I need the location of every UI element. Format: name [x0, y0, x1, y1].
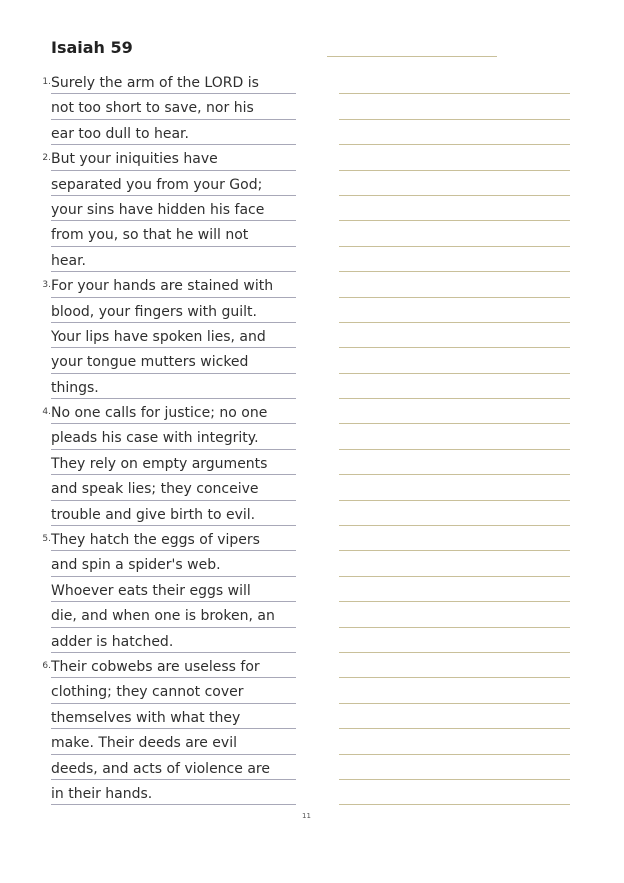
writing-line[interactable]	[339, 704, 570, 729]
writing-line[interactable]	[339, 399, 570, 424]
handwriting-practice-column	[339, 69, 570, 805]
writing-line[interactable]	[339, 602, 570, 627]
text-line	[36, 628, 296, 653]
verse-number: 6.	[42, 660, 51, 671]
writing-line[interactable]	[339, 145, 570, 170]
text-line	[36, 298, 296, 323]
text-line	[36, 171, 296, 196]
verse-text: ear too dull to hear.	[51, 125, 189, 142]
writing-line[interactable]	[339, 69, 570, 94]
writing-line[interactable]	[339, 678, 570, 703]
title-writing-line	[327, 56, 497, 57]
verse-text: They rely on empty arguments	[51, 455, 268, 472]
verse-text: die, and when one is broken, an	[51, 608, 275, 625]
verse-text: deeds, and acts of violence are	[51, 760, 270, 777]
verse-number: 3.	[42, 280, 51, 291]
text-line	[36, 348, 296, 373]
scripture-text-column	[36, 69, 296, 805]
verse-text: Surely the arm of the LORD is	[51, 75, 259, 91]
writing-line[interactable]	[339, 475, 570, 500]
text-line	[36, 374, 296, 399]
verse-text: Your lips have spoken lies, and	[51, 328, 266, 345]
writing-line[interactable]	[339, 374, 570, 399]
text-line	[36, 94, 296, 119]
verse-number: 4.	[42, 407, 51, 418]
text-line	[36, 729, 296, 754]
verse-text: your sins have hidden his face	[51, 201, 265, 218]
text-line	[36, 704, 296, 729]
verse-text: separated you from your God;	[51, 176, 263, 193]
text-line	[36, 526, 296, 551]
writing-line[interactable]	[339, 450, 570, 475]
text-underline	[51, 804, 296, 805]
text-line	[36, 221, 296, 246]
writing-line[interactable]	[339, 501, 570, 526]
writing-line[interactable]	[339, 221, 570, 246]
verse-text: themselves with what they	[51, 709, 241, 726]
writing-line[interactable]	[339, 120, 570, 145]
page-number: 11	[302, 812, 311, 820]
verse-text: in their hands.	[51, 785, 153, 802]
text-line	[36, 450, 296, 475]
verse-text: hear.	[51, 252, 86, 269]
writing-line[interactable]	[339, 171, 570, 196]
page-title: Isaiah 59	[51, 38, 133, 57]
text-line	[36, 602, 296, 627]
writing-line[interactable]	[339, 272, 570, 297]
writing-line[interactable]	[339, 247, 570, 272]
verse-text: adder is hatched.	[51, 633, 174, 650]
verse-text: They hatch the eggs of vipers	[51, 532, 260, 549]
text-line	[36, 678, 296, 703]
verse-text: clothing; they cannot cover	[51, 684, 244, 701]
text-line	[36, 501, 296, 526]
verse-text: make. Their deeds are evil	[51, 735, 237, 752]
verse-text: and spin a spider's web.	[51, 557, 221, 574]
text-line	[36, 653, 296, 678]
writing-line[interactable]	[339, 551, 570, 576]
verse-number: 1.	[42, 77, 51, 87]
verse-text: blood, your fingers with guilt.	[51, 303, 257, 320]
text-line	[36, 424, 296, 449]
text-line	[36, 247, 296, 272]
text-line	[36, 272, 296, 297]
verse-text: and speak lies; they conceive	[51, 481, 259, 498]
text-line	[36, 69, 296, 94]
text-line	[36, 780, 296, 805]
verse-text: Their cobwebs are useless for	[51, 658, 260, 675]
verse-text: from you, so that he will not	[51, 227, 249, 244]
writing-line[interactable]	[339, 729, 570, 754]
writing-line[interactable]	[339, 628, 570, 653]
verse-number: 2.	[42, 153, 51, 164]
verse-number: 5.	[42, 534, 51, 545]
text-line	[36, 196, 296, 221]
writing-line[interactable]	[339, 298, 570, 323]
writing-line[interactable]	[339, 348, 570, 373]
writing-line[interactable]	[339, 526, 570, 551]
text-line	[36, 551, 296, 576]
writing-line[interactable]	[339, 94, 570, 119]
verse-text: things.	[51, 379, 99, 396]
writing-line[interactable]	[339, 653, 570, 678]
verse-text: pleads his case with integrity.	[51, 430, 259, 447]
verse-text: No one calls for justice; no one	[51, 405, 268, 422]
verse-text: your tongue mutters wicked	[51, 354, 249, 371]
text-line	[36, 755, 296, 780]
writing-line[interactable]	[339, 577, 570, 602]
verse-text: But your iniquities have	[51, 151, 218, 168]
text-line	[36, 323, 296, 348]
text-line	[36, 475, 296, 500]
writing-line[interactable]	[339, 196, 570, 221]
writing-line[interactable]	[339, 424, 570, 449]
text-line	[36, 145, 296, 170]
verse-text: not too short to save, nor his	[51, 100, 254, 117]
text-line	[36, 577, 296, 602]
verse-text: For your hands are stained with	[51, 278, 274, 295]
writing-line[interactable]	[339, 323, 570, 348]
verse-text: trouble and give birth to evil.	[51, 506, 256, 523]
text-line	[36, 120, 296, 145]
writing-line[interactable]	[339, 755, 570, 780]
text-line	[36, 399, 296, 424]
writing-line[interactable]	[339, 780, 570, 805]
verse-text: Whoever eats their eggs will	[51, 582, 251, 599]
